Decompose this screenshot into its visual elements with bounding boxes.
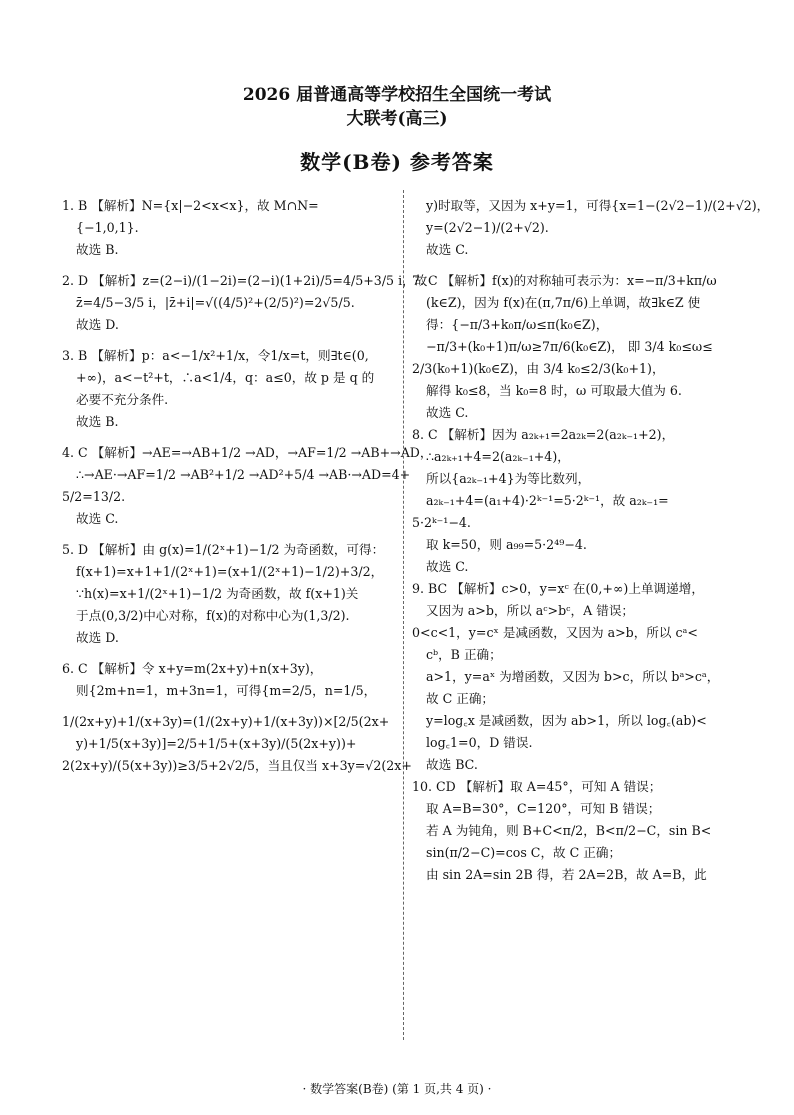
text-line: 5/2=13/2.	[62, 489, 126, 504]
spacer	[62, 433, 392, 442]
text-line: 7. C 【解析】f(x)的对称轴可表示为：x=−π/3+kπ/ω	[412, 273, 717, 288]
title-line-1: 2026 届普通高等学校招生全国统一考试	[242, 85, 552, 105]
text-line: 得：{−π/3+k₀π/ω≤π(k₀∈Z)，	[426, 317, 609, 332]
text-line: 4. C 【解析】→AE=→AB+1/2 →AD，→AF=1/2 →AB+→AD，	[62, 445, 433, 460]
text-line: 5. D 【解析】由 g(x)=1/(2ˣ+1)−1/2 为奇函数，可得：	[62, 542, 385, 557]
text-line: 取 A=B=30°，C=120°，可知 B 错误；	[426, 801, 661, 816]
text-line: 故选 C.	[426, 242, 469, 257]
text-line: 2/3(k₀+1)(k₀∈Z)，由 3/4 k₀≤2/3(k₀+1)，	[412, 361, 665, 376]
text-line: 1/(2x+y)+1/(x+3y)=(1/(2x+y)+1/(x+3y))×[2/5(2x+	[62, 714, 390, 729]
text-line: a>1，y=aˣ 为增函数，又因为 b>c，所以 bᵃ>cᵃ，	[426, 669, 720, 684]
text-line: y)时取等，又因为 x+y=1，可得{x=1−(2√2−1)/(2+√2)，	[426, 198, 770, 213]
text-line: ∴→AE·→AF=1/2 →AB²+1/2 →AD²+5/4 →AB·→AD=4+	[76, 467, 411, 482]
text-line: 所以{a₂ₖ₋₁+4}为等比数列，	[426, 471, 591, 486]
text-line: 解得 k₀≤8，当 k₀=8 时，ω 可取最大值为 6.	[426, 383, 682, 398]
title-line-3: 数学(B卷) 参考答案	[300, 150, 494, 174]
page-footer: · 数学答案(B卷) (第 1 页,共 4 页) ·	[302, 1082, 492, 1096]
text-line: −π/3+(k₀+1)π/ω≥7π/6(k₀∈Z)， 即 3/4 k₀≤ω≤	[426, 339, 713, 354]
text-line: 则{2m+n=1，m+3n=1，可得{m=2/5，n=1/5，	[76, 683, 377, 698]
right-column	[412, 195, 770, 886]
text-line: y)+1/5(x+3y)]=2/5+1/5+(x+3y)/(5(2x+y))+	[76, 736, 357, 751]
text-line: 故选 C.	[426, 559, 469, 574]
text-line: 8. C 【解析】因为 a₂ₖ₊₁=2a₂ₖ=2(a₂ₖ₋₁+2)，	[412, 427, 675, 442]
text-line: 故 C 正确；	[426, 691, 495, 706]
column-divider	[403, 190, 404, 1040]
text-line: ∴a₂ₖ₊₁+4=2(a₂ₖ₋₁+4)，	[426, 449, 570, 464]
text-line: 3. B 【解析】p：a<−1/x²+1/x，令1/x=t，则∃t∈(0,	[62, 348, 369, 363]
spacer	[62, 336, 392, 345]
spacer	[412, 261, 752, 270]
text-line: 故选 B.	[76, 414, 119, 429]
text-line: {−1,0,1}.	[76, 220, 139, 235]
text-line: log꜀1=0，D 错误.	[426, 735, 533, 750]
spacer	[62, 261, 392, 270]
text-line: (k∈Z)，因为 f(x)在(π,7π/6)上单调，故∃k∈Z 使	[426, 295, 701, 310]
text-line: 故选 BC.	[426, 757, 478, 772]
text-line: sin(π/2−C)=cos C，故 C 正确；	[426, 845, 622, 860]
text-line: y=(2√2−1)/(2+√2).	[426, 220, 549, 235]
text-line: cᵇ，B 正确；	[426, 647, 502, 662]
text-line: 又因为 a>b，所以 aᶜ>bᶜ，A 错误；	[426, 603, 635, 618]
text-line: 9. BC 【解析】c>0，y=xᶜ 在(0,+∞)上单调递增，	[412, 581, 704, 596]
text-line: 故选 D.	[76, 630, 119, 645]
text-line: 0<c<1，y=cˣ 是减函数，又因为 a>b，所以 cᵃ<	[412, 625, 698, 640]
title-line-2: 大联考(高三)	[346, 109, 448, 129]
text-line: +∞)，a<−t²+t，∴a<1/4，q：a≤0，故 p 是 q 的	[76, 370, 375, 385]
text-line: 10. CD 【解析】取 A=45°，可知 A 错误；	[412, 779, 662, 794]
left-column	[62, 195, 433, 777]
text-line: 若 A 为钝角，则 B+C<π/2，B<π/2−C，sin B<	[426, 823, 712, 838]
text-line: y=log꜀x 是减函数，因为 ab>1，所以 log꜀(ab)<	[426, 713, 707, 728]
text-line: 故选 D.	[76, 317, 119, 332]
text-line: ∵h(x)=x+1/(2ˣ+1)−1/2 为奇函数，故 f(x+1)关	[76, 586, 359, 601]
spacer	[62, 702, 392, 711]
text-line: 取 k=50，则 a₉₉=5·2⁴⁹−4.	[426, 537, 587, 552]
text-line: 由 sin 2A=sin 2B 得，若 2A=2B，故 A=B，此	[426, 867, 707, 882]
text-line: 6. C 【解析】令 x+y=m(2x+y)+n(x+3y)，	[62, 661, 323, 676]
spacer	[62, 530, 392, 539]
text-line: z̄=4/5−3/5 i，|z̄+i|=√((4/5)²+(2/5)²)=2√5/5.	[76, 295, 355, 310]
text-line: 2. D 【解析】z=(2−i)/(1−2i)=(2−i)(1+2i)/5=4/5+3/5 i，故	[62, 273, 428, 288]
text-line: 5·2ᵏ⁻¹−4.	[412, 515, 471, 530]
text-line: 故选 C.	[76, 511, 119, 526]
text-line: 故选 B.	[76, 242, 119, 257]
text-line: 1. B 【解析】N={x|−2<x<x}，故 M∩N=	[62, 198, 319, 213]
text-line: 必要不充分条件.	[76, 392, 169, 407]
text-line: 于点(0,3/2)中心对称，f(x)的对称中心为(1,3/2).	[76, 608, 350, 623]
text-line: a₂ₖ₋₁+4=(a₁+4)·2ᵏ⁻¹=5·2ᵏ⁻¹，故 a₂ₖ₋₁=	[426, 493, 669, 508]
text-line: 故选 C.	[426, 405, 469, 420]
text-line: 2(2x+y)/(5(x+3y))≥3/5+2√2/5，当且仅当 x+3y=√2(2x+	[62, 758, 412, 773]
text-line: f(x+1)=x+1+1/(2ˣ+1)=(x+1/(2ˣ+1)−1/2)+3/2，	[76, 564, 384, 579]
spacer	[62, 649, 392, 658]
